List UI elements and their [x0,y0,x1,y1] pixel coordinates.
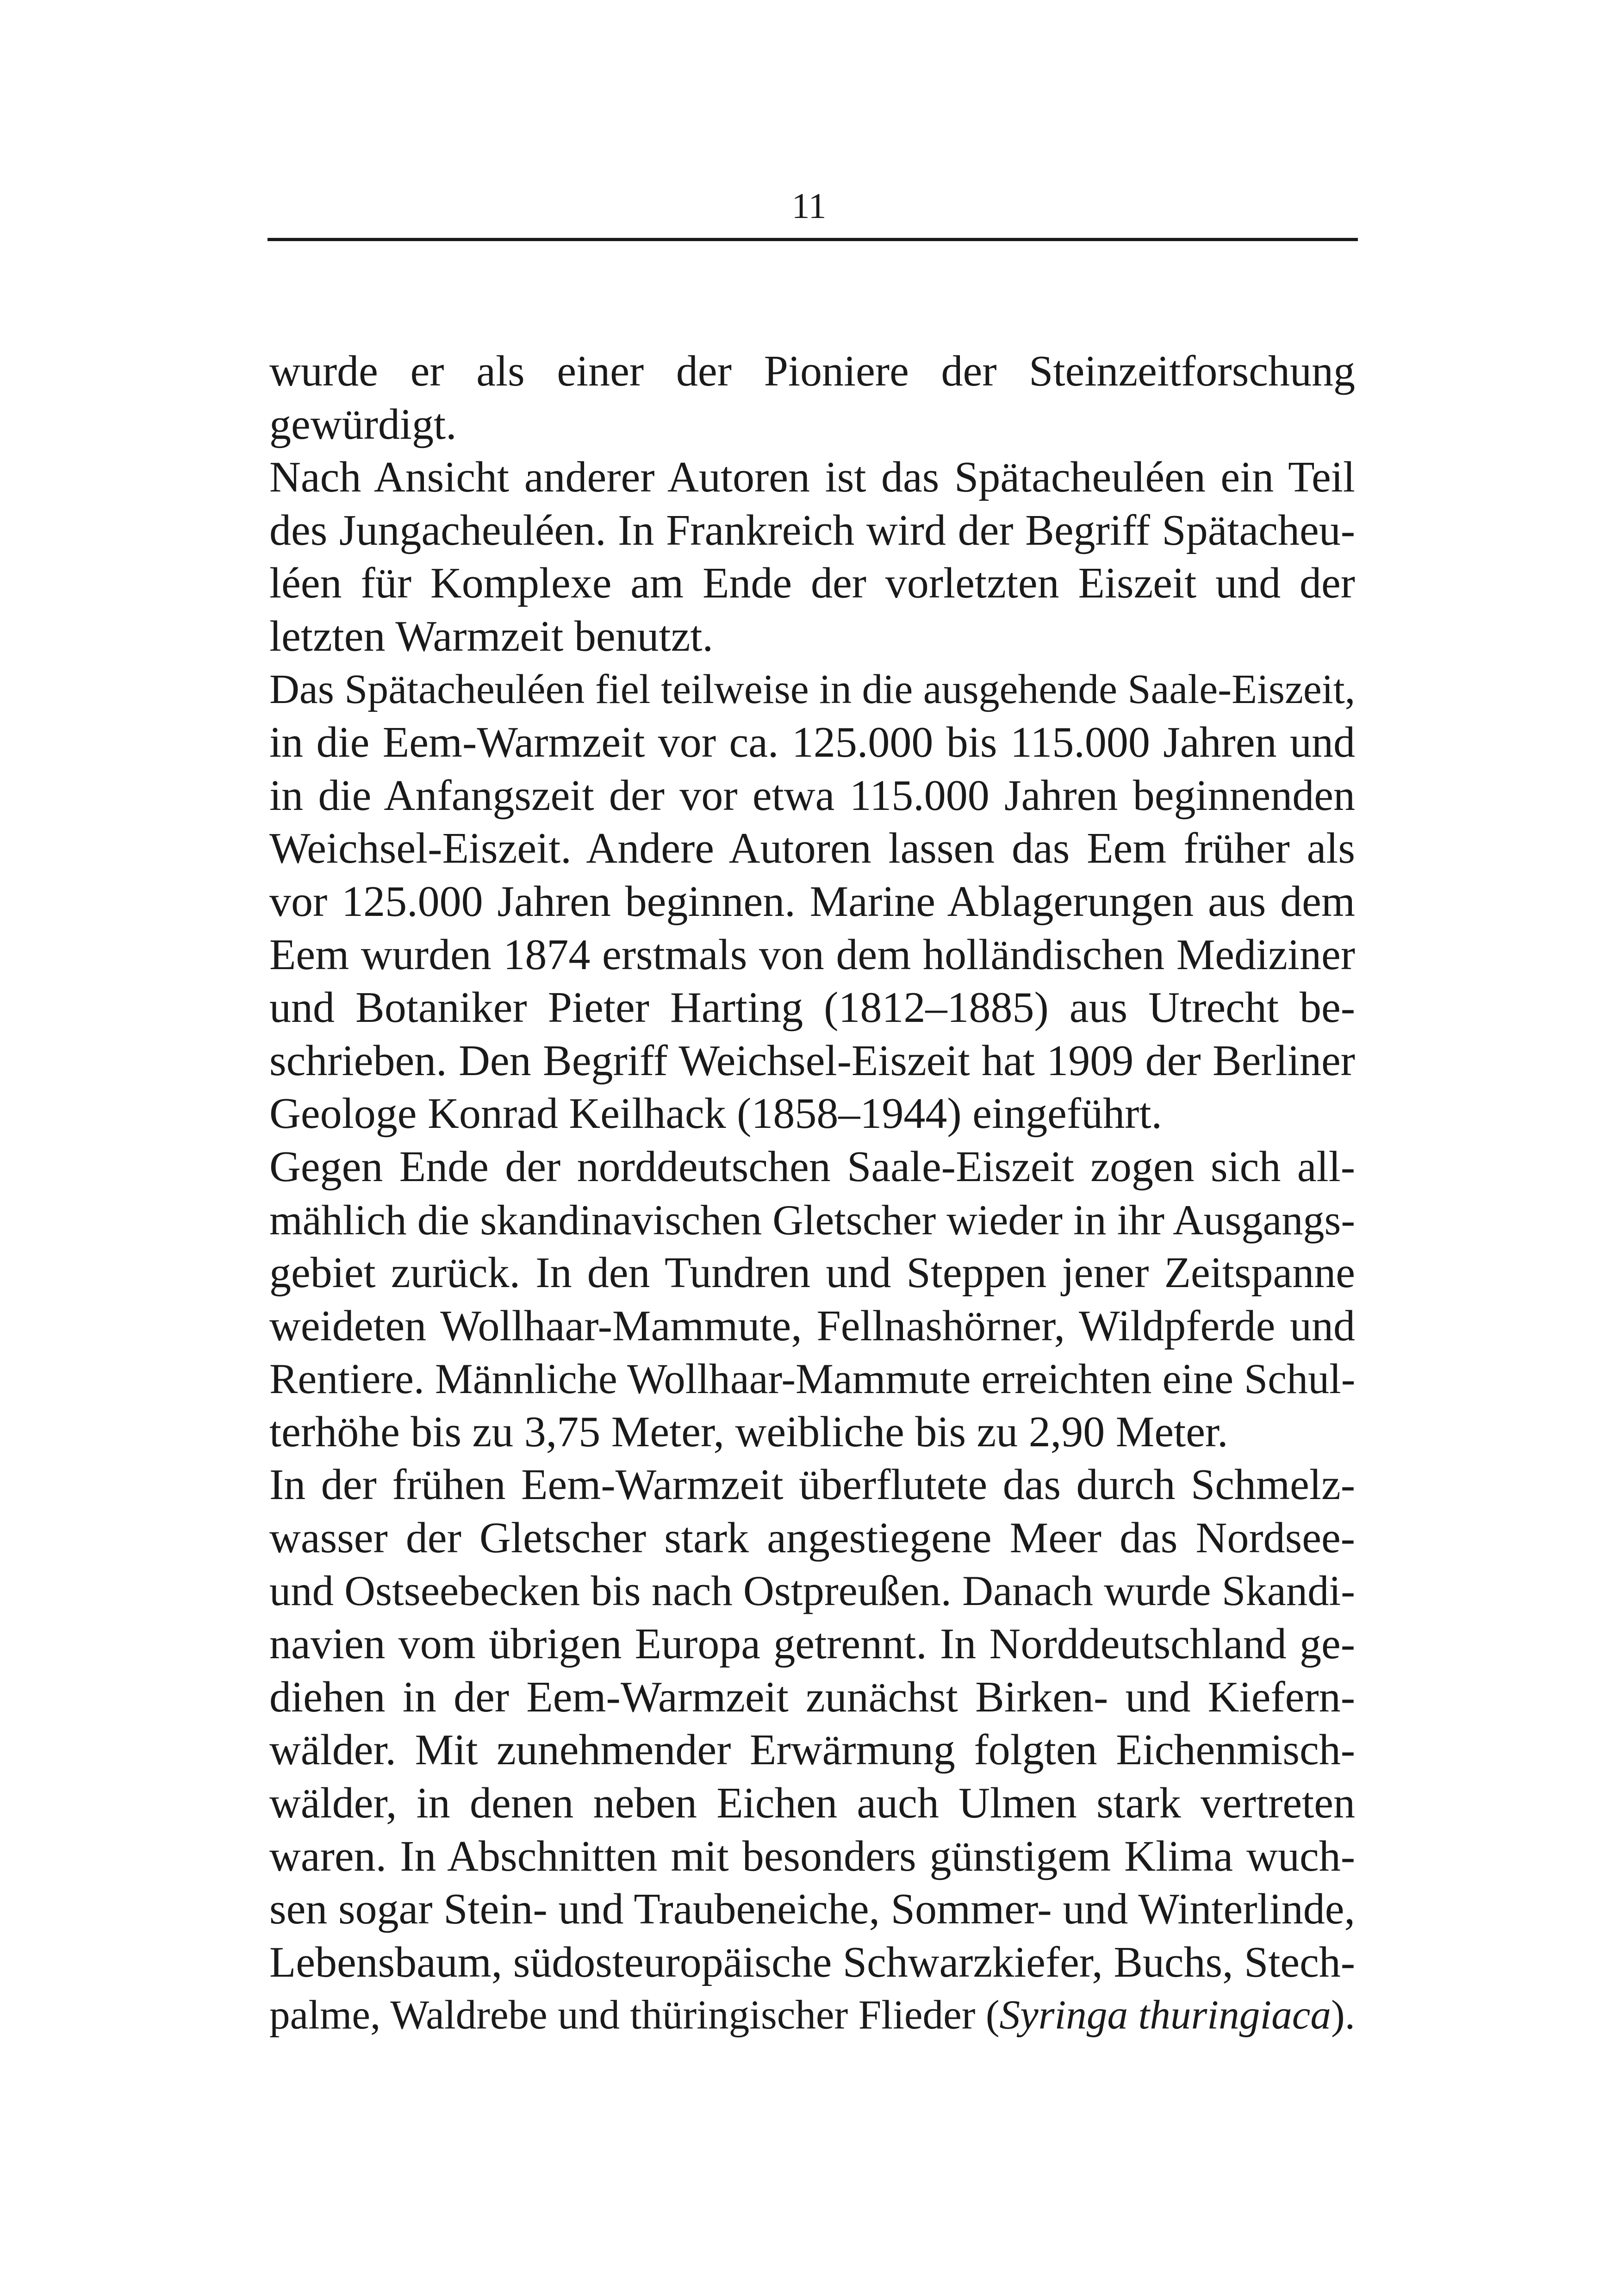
text-line: diehen in der Eem-Warmzeit zunächst Birken- und Kiefern- [269,1673,1355,1721]
header-rule [268,238,1358,241]
page-number: 11 [791,186,827,226]
text-line: Gegen Ende der norddeutschen Saale-Eiszeit zogen sich all- [269,1142,1355,1191]
text-line: weideten Wollhaar-Mammute, Fellnashörner, Wildpferde und [269,1301,1355,1350]
text-line: Eem wurden 1874 erstmals von dem holländischen Mediziner [269,930,1355,979]
text-line: In der frühen Eem-Warmzeit überflutete das durch Schmelz- [269,1461,1355,1509]
text-line: wälder. Mit zunehmender Erwärmung folgten Eichenmisch- [269,1726,1355,1774]
text-line: Das Spätacheuléen fiel teilweise in die ausgehende Saale-Eiszeit, [269,666,1356,712]
body-text [269,345,1355,2042]
text-line: mählich die skandinavischen Gletscher wieder in ihr Ausgangs- [269,1196,1355,1244]
text-line: léen für Komplexe am Ende der vorletzten Eiszeit und der [269,559,1355,608]
text-line: vor 125.000 Jahren beginnen. Marine Ablagerungen aus dem [269,877,1355,926]
text-line: Nach Ansicht anderer Autoren ist das Spätacheuléen ein Teil [269,453,1355,502]
text-line: sen sogar Stein- und Traubeneiche, Sommer- und Winterlinde, [269,1885,1355,1934]
text-line: navien vom übrigen Europa getrennt. In Norddeutschland ge- [269,1620,1355,1668]
text-line: letzten Warmzeit benutzt. [269,612,714,660]
text-line: in die Eem-Warmzeit vor ca. 125.000 bis 115.000 Jahren und [269,718,1355,767]
text-line: Geologe Konrad Keilhack (1858–1944) eingeführt. [269,1089,1163,1138]
text-line: gebiet zurück. In den Tundren und Steppen jener Zeitspanne [269,1249,1355,1297]
text-line: wasser der Gletscher stark angestiegene Meer das Nordsee- [269,1514,1355,1562]
text-line: Lebensbaum, südosteuropäische Schwarzkiefer, Buchs, Stech- [269,1938,1355,1986]
text-line: des Jungacheuléen. In Frankreich wird der Begriff Spätacheu- [269,506,1355,554]
text-line: waren. In Abschnitten mit besonders günstigem Klima wuch- [269,1832,1355,1880]
text-line: gewürdigt. [269,400,457,448]
text-line: schrieben. Den Begriff Weichsel-Eiszeit hat 1909 der Berliner [269,1036,1355,1085]
text-line: in die Anfangszeit der vor etwa 115.000 Jahren beginnenden [269,771,1355,820]
text-line: wälder, in denen neben Eichen auch Ulmen stark vertreten [269,1779,1355,1828]
text-line: Weichsel-Eiszeit. Andere Autoren lassen das Eem früher als [269,824,1355,873]
text-line: und Ostseebecken bis nach Ostpreußen. Danach wurde Skandi- [269,1567,1355,1615]
text-line: palme, Waldrebe und thüringischer Flieder (Syringa thuringiaca). [269,1992,1355,2038]
text-line: terhöhe bis zu 3,75 Meter, weibliche bis zu 2,90 Meter. [269,1407,1228,1456]
text-line: wurde er als einer der Pioniere der Steinzeitforschung [269,347,1355,395]
text-line: Rentiere. Männliche Wollhaar-Mammute erreichten eine Schul- [269,1355,1356,1403]
text-line: und Botaniker Pieter Harting (1812–1885) aus Utrecht be- [269,983,1355,1032]
